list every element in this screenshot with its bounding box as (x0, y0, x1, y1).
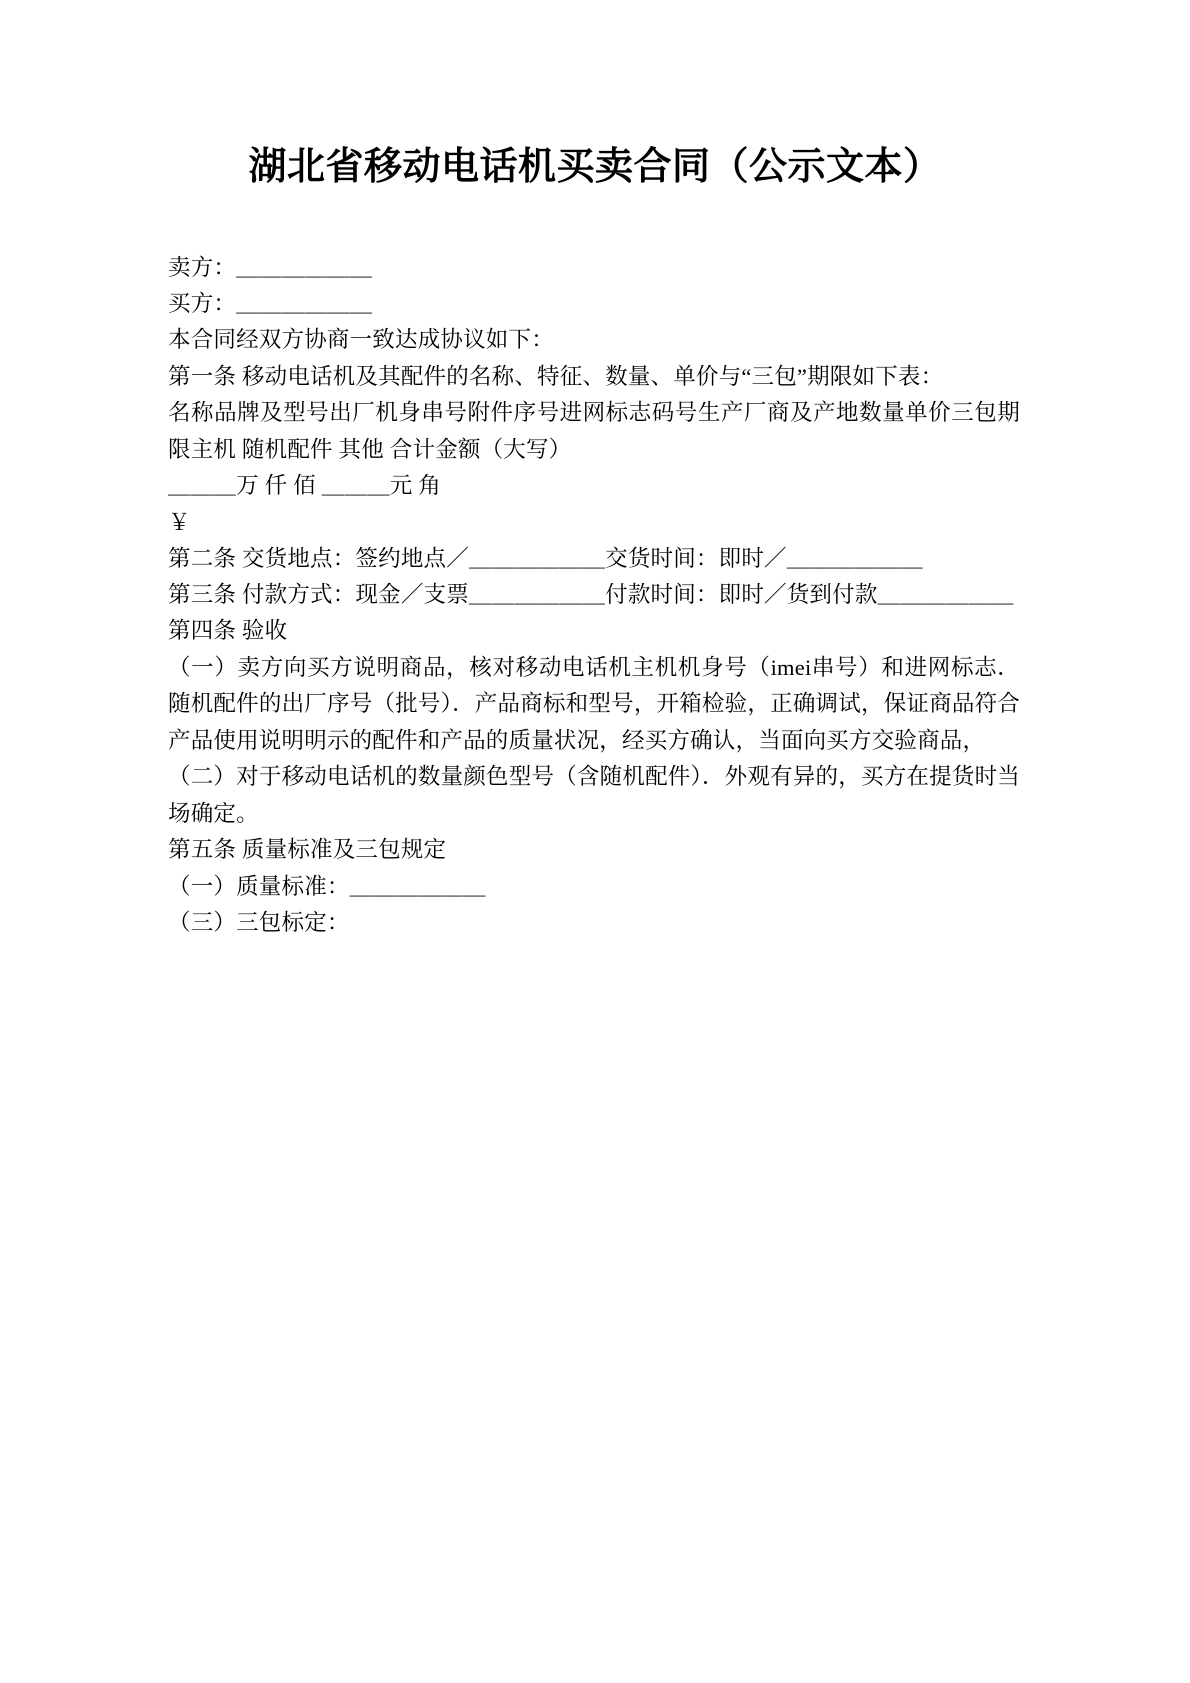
clause-5-1-text: （一）质量标准：＿＿＿＿＿＿ (168, 873, 486, 899)
article-1-heading: 第一条 移动电话机及其配件的名称、特征、数量、单价与“三包”期限如下表： (168, 363, 944, 389)
amount-in-words-line: ＿＿＿万 仟 佰 ＿＿＿元 角 (168, 473, 442, 499)
article-3-line: 第三条 付款方式：现金／支票＿＿＿＿＿＿付款时间：即时／货到付款＿＿＿＿＿＿ (168, 582, 1014, 607)
buyer-line: 买方：＿＿＿＿＿＿ (168, 290, 373, 316)
clause-4-2-text: （二）对于移动电话机的数量颜色型号（含随机配件）．外观有异的，买方在提货时当场确定。 (168, 764, 1020, 826)
article-5-heading: 第五条 质量标准及三包规定 (168, 837, 447, 863)
currency-symbol: ￥ (168, 509, 191, 535)
preamble-line: 本合同经双方协商一致达成协议如下： (168, 327, 554, 353)
article-2-line: 第二条 交货地点：签约地点／＿＿＿＿＿＿交货时间：即时／＿＿＿＿＿＿ (168, 545, 923, 571)
article-4-heading: 第四条 验收 (168, 618, 288, 644)
seller-line: 卖方：＿＿＿＿＿＿ (168, 254, 373, 280)
page-title: 湖北省移动电话机买卖合同（公示文本） (248, 146, 942, 188)
clause-4-1-text: （一）卖方向买方说明商品，核对移动电话机主机机身号（imei串号）和进网标志．随机配件的出厂序号（批号）．产品商标和型号，开箱检验，正确调试，保证商品符合产品使用说明明示的配件和产品的质量状况，经买方确认，当面向买方交验商品， (168, 654, 1020, 753)
document-body (0, 250, 1190, 942)
article-1-table-inline: 名称品牌及型号出厂机身串号附件序号进网标志码号生产厂商及产地数量单价三包期限主机 随机配件 其他 合计金额（大写） (168, 400, 1020, 462)
clause-5-3-text: （三）三包标定： (168, 909, 350, 935)
